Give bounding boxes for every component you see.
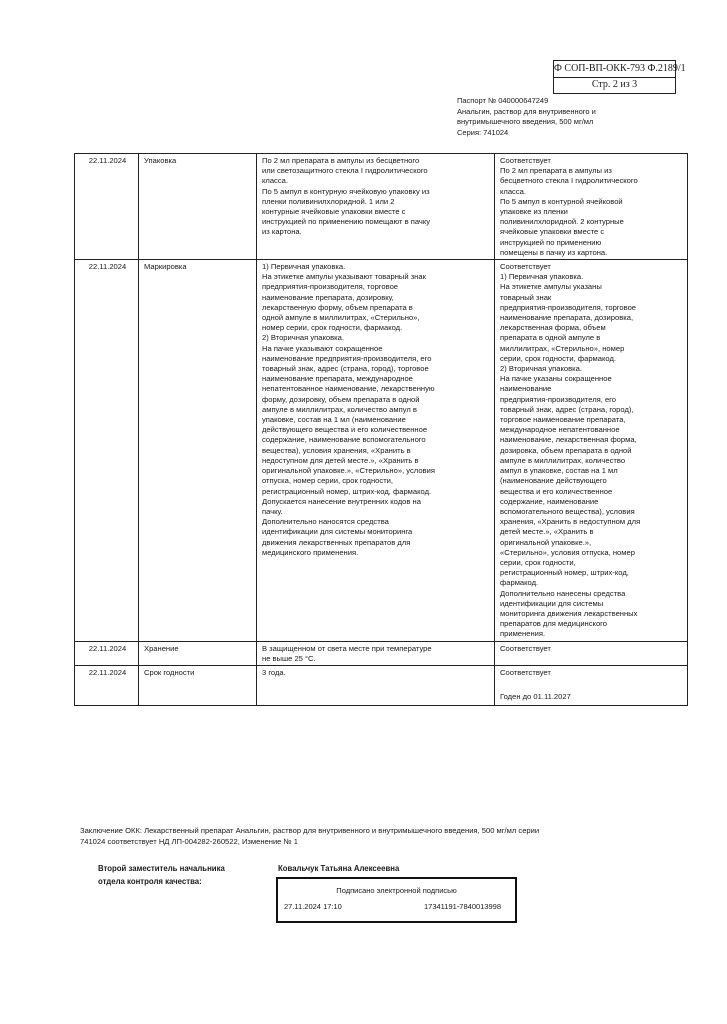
test-results-table — [74, 153, 688, 706]
result-line: товарный знак — [500, 292, 552, 302]
requirement-line: пачку. — [262, 506, 283, 516]
qc-conclusion — [80, 825, 539, 847]
requirement-line: класса. — [262, 176, 288, 186]
requirement-cell — [257, 665, 495, 705]
conclusion-line: Заключение ОКК: Лекарственный препарат Анальгин, раствор для внутривенного и внутримышечного введения, 500 мг/мл серии — [80, 826, 540, 835]
result-line: предприятия-производителя, торговое — [500, 302, 637, 312]
requirement-line: пленки поливинилхлоридной. 1 или 2 — [262, 196, 395, 206]
esignature-title: Подписано электронной подписью — [336, 886, 457, 895]
table-row — [75, 641, 688, 665]
result-line: По 2 мл препарата в ампулы из — [500, 166, 612, 176]
esignature-datetime: 27.11.2024 17:10 — [284, 902, 342, 911]
parameter-cell — [139, 260, 257, 642]
result-line: помещены в пачку из картона. — [500, 247, 608, 257]
test-date: 22.11.2024 — [88, 667, 127, 677]
passport-header — [457, 96, 596, 138]
requirement-line: товарный знак, адрес (страна, город), торговое — [262, 364, 429, 374]
result-line: предприятия-производителя, его — [500, 394, 617, 404]
requirement-line: недоступном для детей месте.», «Хранить в — [262, 455, 419, 465]
requirement-line: регистрационный номер, штрих-код, фармакод. — [262, 486, 432, 496]
result-line: детей месте.», «Хранить в — [500, 527, 594, 537]
requirement-cell — [257, 260, 495, 642]
result-cell — [495, 154, 688, 260]
result-line: серии, срок годности, — [500, 557, 576, 567]
result-line: вспомогательного вещества), условия — [500, 506, 635, 516]
result-line: препаратов для медицинского — [500, 619, 608, 629]
requirement-line: лекарственную форму, объем препарата в — [262, 302, 413, 312]
result-line: На пачке указаны сокращенное — [500, 374, 612, 384]
table-row — [75, 665, 688, 705]
requirement-line: оригинальной упаковке.», «Стерильно», условия — [262, 466, 435, 476]
result-line: фармакод. — [500, 578, 539, 588]
requirement-line: 1) Первичная упаковка. — [262, 262, 346, 272]
result-line: миллилитрах, «Стерильно», номер — [500, 343, 625, 353]
result-line: ампуле в миллилитрах, количество — [500, 455, 626, 465]
result-line: торговое наименование препарата, — [500, 415, 626, 425]
requirement-line: одной ампуле в миллилитрах, «Стерильно», — [262, 313, 420, 323]
requirement-line: действующего вещества и его количественное — [262, 425, 428, 435]
test-date: 22.11.2024 — [88, 262, 127, 272]
requirement-line: из картона. — [262, 227, 302, 237]
electronic-signature-stamp — [276, 877, 517, 923]
result-line: На этикетке ампулы указаны — [500, 282, 602, 292]
requirement-line: 3 года. — [262, 667, 286, 677]
table-row — [75, 154, 688, 260]
result-line: наименование — [500, 384, 552, 394]
test-date-cell — [75, 665, 139, 705]
signatory-name: Ковальчук Татьяна Алексеевна — [278, 864, 400, 873]
result-line: инструкцией по применению — [500, 237, 602, 247]
result-line: идентификации для системы — [500, 598, 604, 608]
parameter-name: Упаковка — [144, 156, 177, 165]
requirement-line: 2) Вторичная упаковка. — [262, 333, 344, 343]
requirement-line: В защищенном от света месте при температуре — [262, 643, 432, 653]
form-code-divider — [554, 77, 675, 78]
requirement-line: форму, дозировку, объем препарата в одной — [262, 394, 420, 404]
result-line: Дополнительно нанесены средства — [500, 588, 626, 598]
esignature-id: 17341191-7840013998 — [424, 902, 502, 911]
result-line: упаковке из пленки — [500, 207, 568, 217]
result-line: наименование препарата, дозировка, — [500, 313, 634, 323]
requirement-line: наименование препарата, дозировку, — [262, 292, 394, 302]
result-line: 1) Первичная упаковка. — [500, 272, 584, 282]
result-line: содержание, наименование — [500, 496, 599, 506]
result-line: дозировка, объем препарата в одной — [500, 445, 632, 455]
test-date-cell — [75, 154, 139, 260]
result-line: серии, срок годности, фармакод. — [500, 353, 617, 363]
result-line: вещества и его количественное — [500, 486, 613, 496]
requirement-line: Допускается нанесение внутренних кодов на — [262, 496, 421, 506]
result-cell — [495, 665, 688, 705]
requirement-line: содержание, наименование вспомогательного — [262, 435, 426, 445]
result-line: применения. — [500, 629, 546, 639]
result-cell — [495, 260, 688, 642]
result-line: лекарственная форма, объем — [500, 323, 606, 333]
result-line: класса. — [500, 186, 526, 196]
parameter-name: Хранение — [144, 643, 179, 653]
result-line: ампул в упаковке, состав на 1 мл — [500, 466, 618, 476]
signatory-title — [98, 862, 225, 888]
result-line: бесцветного стекла I гидролитического — [500, 176, 638, 186]
signatory-title-line: отдела контроля качества: — [98, 877, 202, 886]
test-date-cell — [75, 641, 139, 665]
result-line: препарата в одной ампуле в — [500, 333, 601, 343]
expiry-date: Годен до 01.11.2027 — [500, 692, 571, 702]
result-line: Соответствует — [500, 156, 551, 165]
result-line: (наименование действующего — [500, 476, 607, 486]
requirement-line: Дополнительно наносятся средства — [262, 517, 389, 527]
result-line: международное непатентованное — [500, 425, 620, 435]
result-line: поливинилхлоридной. 2 контурные — [500, 217, 624, 227]
requirement-line: не выше 25 °С. — [262, 653, 316, 663]
requirement-line: отпуска, номер серии, срок годности, — [262, 476, 394, 486]
page-indicator: Стр. 2 из 3 — [591, 79, 638, 90]
result-line: 2) Вторичная упаковка. — [500, 364, 582, 374]
result-line: мониторинга движения лекарственных — [500, 608, 638, 618]
parameter-cell — [139, 154, 257, 260]
result-line: регистрационный номер, штрих-код, — [500, 568, 629, 578]
conclusion-line: 741024 соответствует НД ЛП-004282-260522, Изменение № 1 — [80, 837, 298, 846]
requirement-line: инструкцией по применению помещают в пачку — [262, 217, 431, 227]
requirement-line: или светозащитного стекла I гидролитического — [262, 166, 428, 176]
requirement-line: непатентованное наименование, лекарственную — [262, 384, 435, 394]
requirement-line: ампуле в миллилитрах, количество ампул в — [262, 404, 417, 414]
requirement-line: На пачке указывают сокращенное — [262, 343, 383, 353]
result-line: товарный знак, адрес (страна, город), — [500, 404, 634, 414]
product-name-line-1: Анальгин, раствор для внутривенного и — [457, 106, 596, 116]
requirement-line: вещества), условия хранения, «Хранить в — [262, 445, 411, 455]
result-line: Соответствует — [500, 643, 551, 653]
product-name-line-2: внутримышечного введения, 500 мг/мл — [457, 117, 594, 126]
requirement-line: На этикетке ампулы указывают товарный знак — [262, 272, 426, 282]
result-cell — [495, 641, 688, 665]
result-line: Соответствует — [500, 667, 551, 677]
parameter-name: Срок годности — [144, 667, 195, 677]
result-line: хранения, «Хранить в недоступном для — [500, 517, 641, 527]
parameter-name: Маркировка — [144, 262, 187, 272]
requirement-line: медицинского применения. — [262, 547, 359, 557]
requirement-line: предприятия-производителя, торговое — [262, 282, 399, 292]
requirement-line: упаковке, состав на 1 мл (наименование — [262, 415, 406, 425]
result-line: «Стерильно», условия отпуска, номер — [500, 547, 635, 557]
result-line: оригинальной упаковке.», — [500, 537, 592, 547]
test-date: 22.11.2024 — [88, 156, 127, 165]
requirement-line: наименование предприятия-производителя, его — [262, 353, 432, 363]
table-row — [75, 260, 688, 642]
requirement-line: наименование препарата, международное — [262, 374, 413, 384]
test-date-cell — [75, 260, 139, 642]
form-code-box — [553, 60, 686, 94]
result-line: наименование, лекарственная форма, — [500, 435, 637, 445]
result-line: По 5 ампул в контурной ячейковой — [500, 196, 623, 206]
form-code: Ф СОП-ВП-ОКК-793 Ф.2189/1 — [554, 63, 686, 74]
requirement-line: идентификации для системы мониторинга — [262, 527, 413, 537]
requirement-cell — [257, 154, 495, 260]
requirement-line: По 5 ампул в контурную ячейковую упаковку из — [262, 186, 430, 196]
batch-number: Серия: 741024 — [457, 127, 509, 137]
passport-number: Паспорт № 040000647249 — [457, 96, 549, 105]
signatory-title-line: Второй заместитель начальника — [98, 864, 225, 873]
result-line: Соответствует — [500, 262, 551, 272]
requirement-line: движения лекарственных препаратов для — [262, 537, 411, 547]
parameter-cell — [139, 665, 257, 705]
requirement-line: По 2 мл препарата в ампулы из бесцветного — [262, 156, 420, 165]
requirement-cell — [257, 641, 495, 665]
result-line: ячейковые упаковки вместе с — [500, 227, 605, 237]
requirement-line: номер серии, срок годности, фармакод. — [262, 323, 403, 333]
test-date: 22.11.2024 — [88, 643, 127, 653]
parameter-cell — [139, 641, 257, 665]
requirement-line: контурные ячейковые упаковки вместе с — [262, 207, 406, 217]
